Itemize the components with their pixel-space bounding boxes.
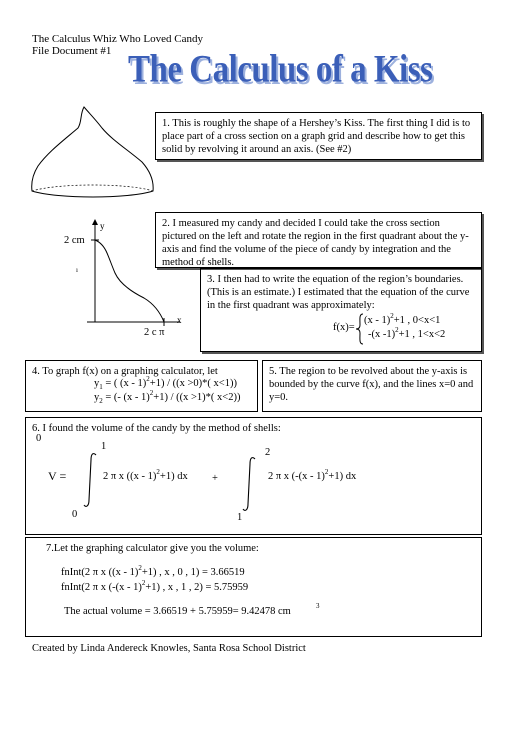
step4-text: 4. To graph f(x) on a graphing calculator, let: [32, 366, 218, 377]
volume-label: V =: [48, 469, 67, 483]
y1-definition: $y_1$ = ( (x - 1)$^2$+1) / ((x >0)*( x<1)): [94, 375, 237, 392]
x-tick-label: 2 c π: [144, 327, 165, 338]
y-axis-label: y: [100, 221, 105, 231]
header-line2: File Document #1: [32, 45, 112, 57]
integral2-sign: [241, 456, 257, 512]
fnint-line1: fnInt(2 π x ((x - 1)$^2$+1) , x , 0 , 1) = 3.66519: [61, 564, 245, 578]
fx-label: f(x)=: [333, 322, 355, 333]
step2-text: 2. I measured my candy and decided I could take the cross section pictured on the left and rotate the region in the first quadrant about the y- axis and find the volume of the piece of candy by integration and the method of shells.: [162, 218, 469, 268]
stray-mark: ı: [76, 266, 78, 274]
integral1-sign: [82, 452, 98, 508]
header-line1: The Calculus Whiz Who Loved Candy: [32, 33, 203, 45]
integral2-lower: 1: [237, 512, 243, 523]
integral2-upper: 2: [265, 447, 271, 458]
fnint-line2: fnInt(2 π x (-(x - 1)$^2$+1) , x , 1 , 2) = 5.75959: [61, 579, 249, 593]
stray-zero: 0: [36, 433, 42, 444]
step5-text: 5. The region to be revolved about the y-axis is bounded by the curve f(x), and the lines x=0 and y=0.: [269, 366, 474, 403]
step6-text: 6. I found the volume of the candy by the method of shells:: [32, 423, 281, 434]
integral2-expression: 2 π x (-(x - 1)$^2$+1) dx: [268, 468, 357, 482]
step1-text: 1. This is roughly the shape of a Hershey’s Kiss. The first thing I did is to place part of a cross section on a graph grid and describe how to get this solid by revolving it around an axis. (See #2): [162, 118, 471, 155]
integral1-lower: 0: [72, 509, 78, 520]
footer-credit: Created by Linda Andereck Knowles, Santa Rosa School District: [32, 643, 306, 654]
step5-box: [262, 360, 482, 412]
step3-text: 3. I then had to write the equation of the region’s boundaries. (This is an estimate.) I estimated that the equation of the curve in the first quadrant was approximately:: [207, 274, 470, 311]
cubic-exponent: 3: [316, 602, 320, 610]
plus-sign: +: [212, 473, 218, 484]
piece2: -(x -1)$^2$+1 , 1<x<2: [368, 326, 446, 340]
x-axis-label: x: [177, 315, 182, 325]
page-title: The Calculus of a Kiss: [128, 48, 433, 92]
y-tick-label: 2 cm: [64, 235, 85, 246]
piece1: (x - 1)$^2$+1 , 0<x<1: [364, 312, 441, 326]
integral1-expression: 2 π x ((x - 1)$^2$+1) dx: [103, 468, 188, 482]
step1-box: [155, 112, 482, 160]
step2-box: [155, 212, 482, 268]
kiss-shape-drawing: [28, 104, 158, 200]
y2-definition: $y_2$ = (- (x - 1)$^2$+1) / ((x >1)*( x<2)): [94, 389, 241, 406]
integral1-upper: 1: [101, 441, 107, 452]
boundary-curve: [95, 240, 164, 322]
step7-text: 7.Let the graphing calculator give you the volume:: [46, 543, 259, 554]
actual-volume: The actual volume = 3.66519 + 5.75959= 9.42478 cm: [64, 606, 291, 617]
